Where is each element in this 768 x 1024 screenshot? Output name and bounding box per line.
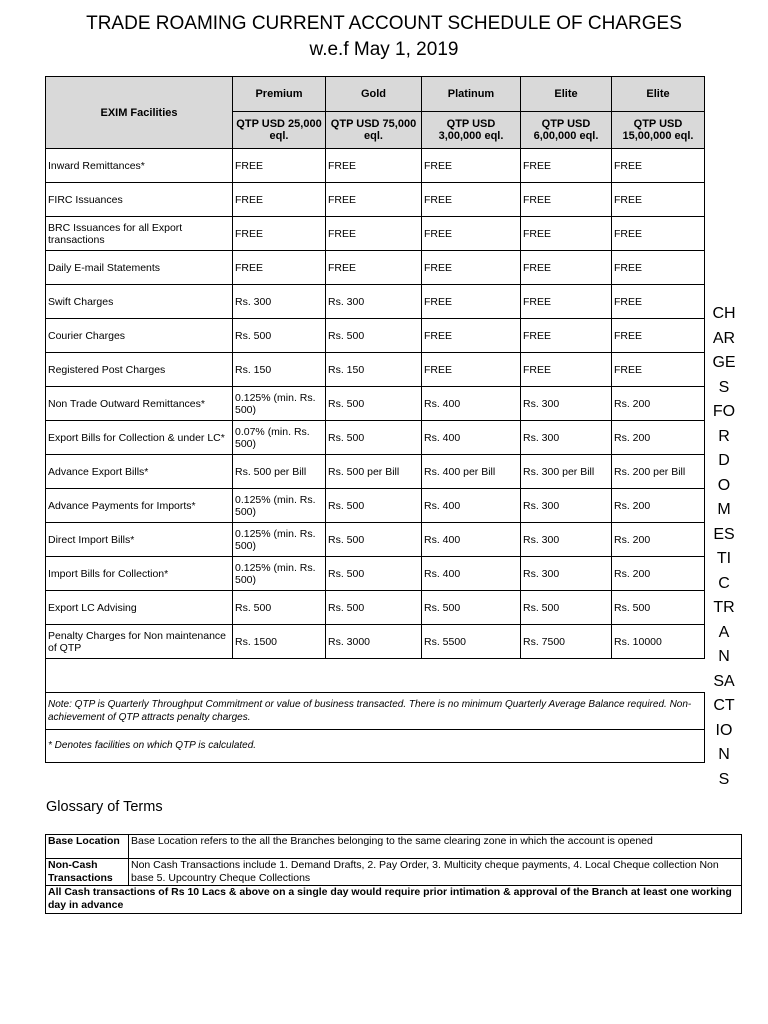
facility-name: Advance Export Bills* xyxy=(46,455,233,489)
charge-value: Rs. 200 per Bill xyxy=(612,455,705,489)
facility-column-header: EXIM Facilities xyxy=(46,77,233,149)
plan-name-header: Platinum xyxy=(422,77,521,112)
side-label-chunk: ES xyxy=(713,525,735,543)
facility-name: Direct Import Bills* xyxy=(46,523,233,557)
side-label-chunk: AR xyxy=(712,329,736,347)
glossary-definition: Base Location refers to the all the Branches belonging to the same clearing zone in which the account is opened xyxy=(129,835,742,859)
glossary-table xyxy=(45,834,742,914)
charge-value: Rs. 300 xyxy=(326,285,422,319)
charge-value: Rs. 5500 xyxy=(422,625,521,659)
table-row xyxy=(46,183,705,217)
plan-qtp-header: QTP USD 6,00,000 eql. xyxy=(521,112,612,149)
facility-name: Registered Post Charges xyxy=(46,353,233,387)
charge-value: FREE xyxy=(612,353,705,387)
facility-name: BRC Issuances for all Export transactions xyxy=(46,217,233,251)
facility-name: Courier Charges xyxy=(46,319,233,353)
charge-value: Rs. 500 xyxy=(326,557,422,591)
asterisk-note: * Denotes facilities on which QTP is calculated. xyxy=(46,730,705,763)
charge-value: Rs. 300 per Bill xyxy=(521,455,612,489)
charge-value: Rs. 500 xyxy=(326,421,422,455)
table-row xyxy=(46,353,705,387)
charge-value: FREE xyxy=(233,217,326,251)
facility-name: Swift Charges xyxy=(46,285,233,319)
plan-name-header: Elite xyxy=(612,77,705,112)
table-row xyxy=(46,217,705,251)
charge-value: FREE xyxy=(326,217,422,251)
charge-value: FREE xyxy=(612,285,705,319)
charge-value: Rs. 300 xyxy=(521,523,612,557)
side-label-chunk: M xyxy=(717,501,731,518)
charge-value: Rs. 150 xyxy=(233,353,326,387)
facility-name: Penalty Charges for Non maintenance of QTP xyxy=(46,625,233,659)
charge-value: FREE xyxy=(521,319,612,353)
charge-value: Rs. 500 xyxy=(612,591,705,625)
charge-value: Rs. 1500 xyxy=(233,625,326,659)
plan-qtp-header: QTP USD 25,000 eql. xyxy=(233,112,326,149)
charge-value: Rs. 400 xyxy=(422,557,521,591)
charge-value: FREE xyxy=(521,217,612,251)
blank-row xyxy=(46,659,705,693)
charge-value: Rs. 150 xyxy=(326,353,422,387)
charge-value: Rs. 500 xyxy=(521,591,612,625)
side-label-chunk: FO xyxy=(712,403,736,420)
charge-value: Rs. 500 xyxy=(326,523,422,557)
glossary-term: Non-Cash Transactions xyxy=(46,859,129,886)
charge-value: FREE xyxy=(422,319,521,353)
charge-value: FREE xyxy=(422,285,521,319)
charge-value: FREE xyxy=(326,149,422,183)
side-label-chunk: CH xyxy=(712,305,736,322)
page-title: TRADE ROAMING CURRENT ACCOUNT SCHEDULE OF CHARGES xyxy=(86,13,682,34)
charge-value: FREE xyxy=(422,353,521,387)
side-label-chunk: D xyxy=(718,452,730,469)
charges-table xyxy=(45,76,705,763)
charge-value: Rs. 200 xyxy=(612,387,705,421)
facility-name: FIRC Issuances xyxy=(46,183,233,217)
charge-value: FREE xyxy=(521,251,612,285)
glossary-term: Base Location xyxy=(46,835,129,859)
charge-value: Rs. 300 xyxy=(521,387,612,421)
charge-value: Rs. 500 xyxy=(326,591,422,625)
charge-value: FREE xyxy=(521,183,612,217)
charge-value: 0.125% (min. Rs. 500) xyxy=(233,557,326,591)
charge-value: FREE xyxy=(612,251,705,285)
side-label-chunk: N xyxy=(718,746,730,763)
charge-value: Rs. 400 xyxy=(422,421,521,455)
charge-value: FREE xyxy=(233,149,326,183)
charge-value: 0.07% (min. Rs. 500) xyxy=(233,421,326,455)
cash-transaction-note: All Cash transactions of Rs 10 Lacs & above on a single day would require prior intimation & approval of the Branch at least one working day in advance xyxy=(46,886,742,914)
side-label-chunk: S xyxy=(718,770,730,788)
glossary-row xyxy=(46,859,742,886)
plan-qtp-header: QTP USD 15,00,000 eql. xyxy=(612,112,705,149)
charge-value: FREE xyxy=(521,149,612,183)
charge-value: Rs. 500 per Bill xyxy=(326,455,422,489)
charge-value: FREE xyxy=(422,183,521,217)
charge-value: FREE xyxy=(326,183,422,217)
charge-value: Rs. 10000 xyxy=(612,625,705,659)
charge-value: Rs. 400 xyxy=(422,489,521,523)
side-label-chunk: N xyxy=(718,648,730,665)
charge-value: Rs. 200 xyxy=(612,523,705,557)
charge-value: 0.125% (min. Rs. 500) xyxy=(233,387,326,421)
side-label-chunk: CT xyxy=(713,697,735,714)
side-label-chunk: SA xyxy=(713,672,735,690)
facility-name: Non Trade Outward Remittances* xyxy=(46,387,233,421)
charge-value: Rs. 500 per Bill xyxy=(233,455,326,489)
table-row xyxy=(46,285,705,319)
plan-qtp-header: QTP USD 75,000 eql. xyxy=(326,112,422,149)
charge-value: Rs. 400 per Bill xyxy=(422,455,521,489)
charge-value: Rs. 3000 xyxy=(326,625,422,659)
table-row xyxy=(46,455,705,489)
page-subtitle-effective-date: w.e.f May 1, 2019 xyxy=(309,39,459,60)
charge-value: 0.125% (min. Rs. 500) xyxy=(233,489,326,523)
glossary-cash-note-row xyxy=(46,886,742,914)
charge-value: Rs. 7500 xyxy=(521,625,612,659)
charge-value: Rs. 200 xyxy=(612,557,705,591)
charge-value: Rs. 500 xyxy=(326,387,422,421)
glossary-definition: Non Cash Transactions include 1. Demand Drafts, 2. Pay Order, 3. Multicity cheque payments, 4. Local Cheque collection Non base 5. Upcountry Cheque Collections xyxy=(129,859,742,886)
charge-value: Rs. 500 xyxy=(326,319,422,353)
charge-value: FREE xyxy=(422,149,521,183)
plan-qtp-header: QTP USD 3,00,000 eql. xyxy=(422,112,521,149)
table-row xyxy=(46,591,705,625)
table-row xyxy=(46,251,705,285)
charge-value: Rs. 500 xyxy=(233,319,326,353)
charge-value: Rs. 400 xyxy=(422,387,521,421)
table-row xyxy=(46,489,705,523)
side-label-chunk: TI xyxy=(716,550,732,567)
facility-name: Daily E-mail Statements xyxy=(46,251,233,285)
charge-value: FREE xyxy=(233,183,326,217)
charge-value: FREE xyxy=(521,285,612,319)
table-row xyxy=(46,523,705,557)
side-label-chunk: GE xyxy=(712,354,736,371)
vertical-side-label xyxy=(706,302,742,792)
facility-name: Export LC Advising xyxy=(46,591,233,625)
charge-value: FREE xyxy=(233,251,326,285)
table-row xyxy=(46,557,705,591)
charge-value: 0.125% (min. Rs. 500) xyxy=(233,523,326,557)
side-label-chunk: R xyxy=(718,427,730,445)
charge-value: FREE xyxy=(612,319,705,353)
table-row xyxy=(46,421,705,455)
glossary-title: Glossary of Terms xyxy=(46,799,163,815)
charge-value: Rs. 300 xyxy=(521,489,612,523)
plan-name-header: Elite xyxy=(521,77,612,112)
side-label-chunk: A xyxy=(718,623,730,641)
charge-value: FREE xyxy=(422,251,521,285)
charge-value: Rs. 500 xyxy=(326,489,422,523)
side-label-chunk: O xyxy=(717,476,731,494)
charge-value: FREE xyxy=(326,251,422,285)
charge-value: FREE xyxy=(612,149,705,183)
asterisk-note-row xyxy=(46,730,705,763)
blank-cell xyxy=(46,659,705,693)
glossary-row xyxy=(46,835,742,859)
table-row xyxy=(46,625,705,659)
side-label-chunk: TR xyxy=(713,599,735,616)
facility-name: Export Bills for Collection & under LC* xyxy=(46,421,233,455)
facility-name: Advance Payments for Imports* xyxy=(46,489,233,523)
side-label-chunk: C xyxy=(718,574,730,592)
note-row xyxy=(46,693,705,730)
side-label-chunk: IO xyxy=(715,721,733,739)
charge-value: Rs. 300 xyxy=(521,557,612,591)
charge-value: Rs. 500 xyxy=(233,591,326,625)
side-label-chunk: S xyxy=(718,378,730,396)
qtp-note: Note: QTP is Quarterly Throughput Commitment or value of business transacted. There is no minimum Quarterly Average Balance required. Non-achievement of QTP attracts penalty charges. xyxy=(46,693,705,730)
facility-name: Import Bills for Collection* xyxy=(46,557,233,591)
table-row xyxy=(46,319,705,353)
charge-value: Rs. 400 xyxy=(422,523,521,557)
facility-name: Inward Remittances* xyxy=(46,149,233,183)
charge-value: Rs. 200 xyxy=(612,489,705,523)
plan-name-header: Premium xyxy=(233,77,326,112)
charge-value: FREE xyxy=(612,217,705,251)
charge-value: Rs. 300 xyxy=(233,285,326,319)
plan-name-header: Gold xyxy=(326,77,422,112)
charge-value: FREE xyxy=(422,217,521,251)
charge-value: Rs. 300 xyxy=(521,421,612,455)
table-row xyxy=(46,387,705,421)
charge-value: Rs. 200 xyxy=(612,421,705,455)
charge-value: FREE xyxy=(521,353,612,387)
charge-value: Rs. 500 xyxy=(422,591,521,625)
table-row xyxy=(46,149,705,183)
charge-value: FREE xyxy=(612,183,705,217)
table-header-plan-names xyxy=(46,77,705,112)
